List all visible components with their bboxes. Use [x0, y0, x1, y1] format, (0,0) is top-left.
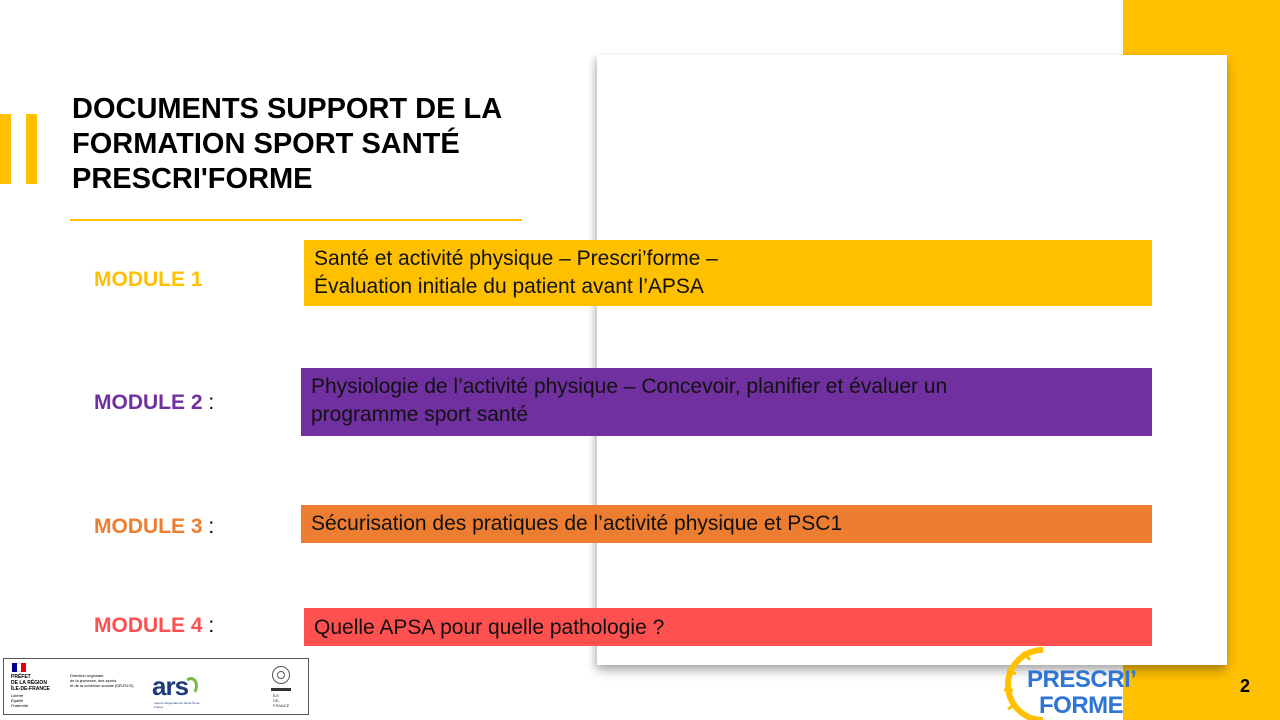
content-card	[597, 55, 1227, 665]
module-2-colon: :	[202, 391, 215, 414]
module-3-description	[301, 505, 1152, 543]
module-3-line-1: Sécurisation des pratiques de l’activité physique et PSC1	[311, 512, 843, 535]
module-2-label-text: MODULE 2	[94, 391, 203, 414]
drajes-text: Direction régionale de la jeunesse, des sports et de la cohésion sociale (DRJSCS)	[70, 673, 134, 688]
module-4-label-text: MODULE 4	[94, 614, 203, 637]
prefet-motto: Liberté Égalité Fraternité	[11, 693, 29, 708]
accent-bar-right	[26, 114, 37, 184]
prefet-text: PRÉFET DE LA RÉGION ÎLE-DE-FRANCE	[11, 674, 50, 692]
module-3-label	[94, 515, 214, 539]
page-number: 2	[1240, 676, 1251, 696]
module-2-description	[301, 368, 1152, 436]
module-2-line-2: programme sport santé	[311, 403, 529, 426]
accent-bar-left	[0, 114, 11, 184]
module-1-label	[94, 268, 203, 292]
title-underline	[70, 219, 522, 221]
module-2-line-1: Physiologie de l’activité physique – Concevoir, planifier et évaluer un	[311, 375, 948, 398]
logo-line-2: FORME	[1039, 692, 1124, 719]
module-3-label-text: MODULE 3	[94, 515, 203, 538]
module-4-description	[304, 608, 1152, 646]
module-1-line-2: Évaluation initiale du patient avant l’APSA	[314, 275, 704, 298]
module-4-colon: :	[202, 614, 215, 637]
module-4-label	[94, 614, 214, 638]
prescriforme-logo	[1003, 646, 1137, 720]
module-3-colon: :	[202, 515, 215, 538]
module-4-line-1: Quelle APSA pour quelle pathologie ?	[314, 616, 665, 639]
module-1-label-text: MODULE 1	[94, 268, 203, 291]
region-idf-logo: ÎLE DE- FRANCE	[270, 664, 294, 710]
partner-logos	[3, 658, 309, 715]
module-1-line-1: Santé et activité physique – Prescri’forme –	[314, 247, 718, 270]
marianne-logo	[12, 663, 26, 672]
module-2-label	[94, 391, 214, 415]
module-1-description	[304, 240, 1152, 306]
slide-title: DOCUMENTS SUPPORT DE LA FORMATION SPORT SANTÉ PRESCRI'FORME	[72, 93, 502, 195]
ars-logo: ars Agence Régionale de Santé Île-de-France	[152, 671, 201, 709]
logo-line-1: PRESCRI’	[1027, 666, 1137, 693]
